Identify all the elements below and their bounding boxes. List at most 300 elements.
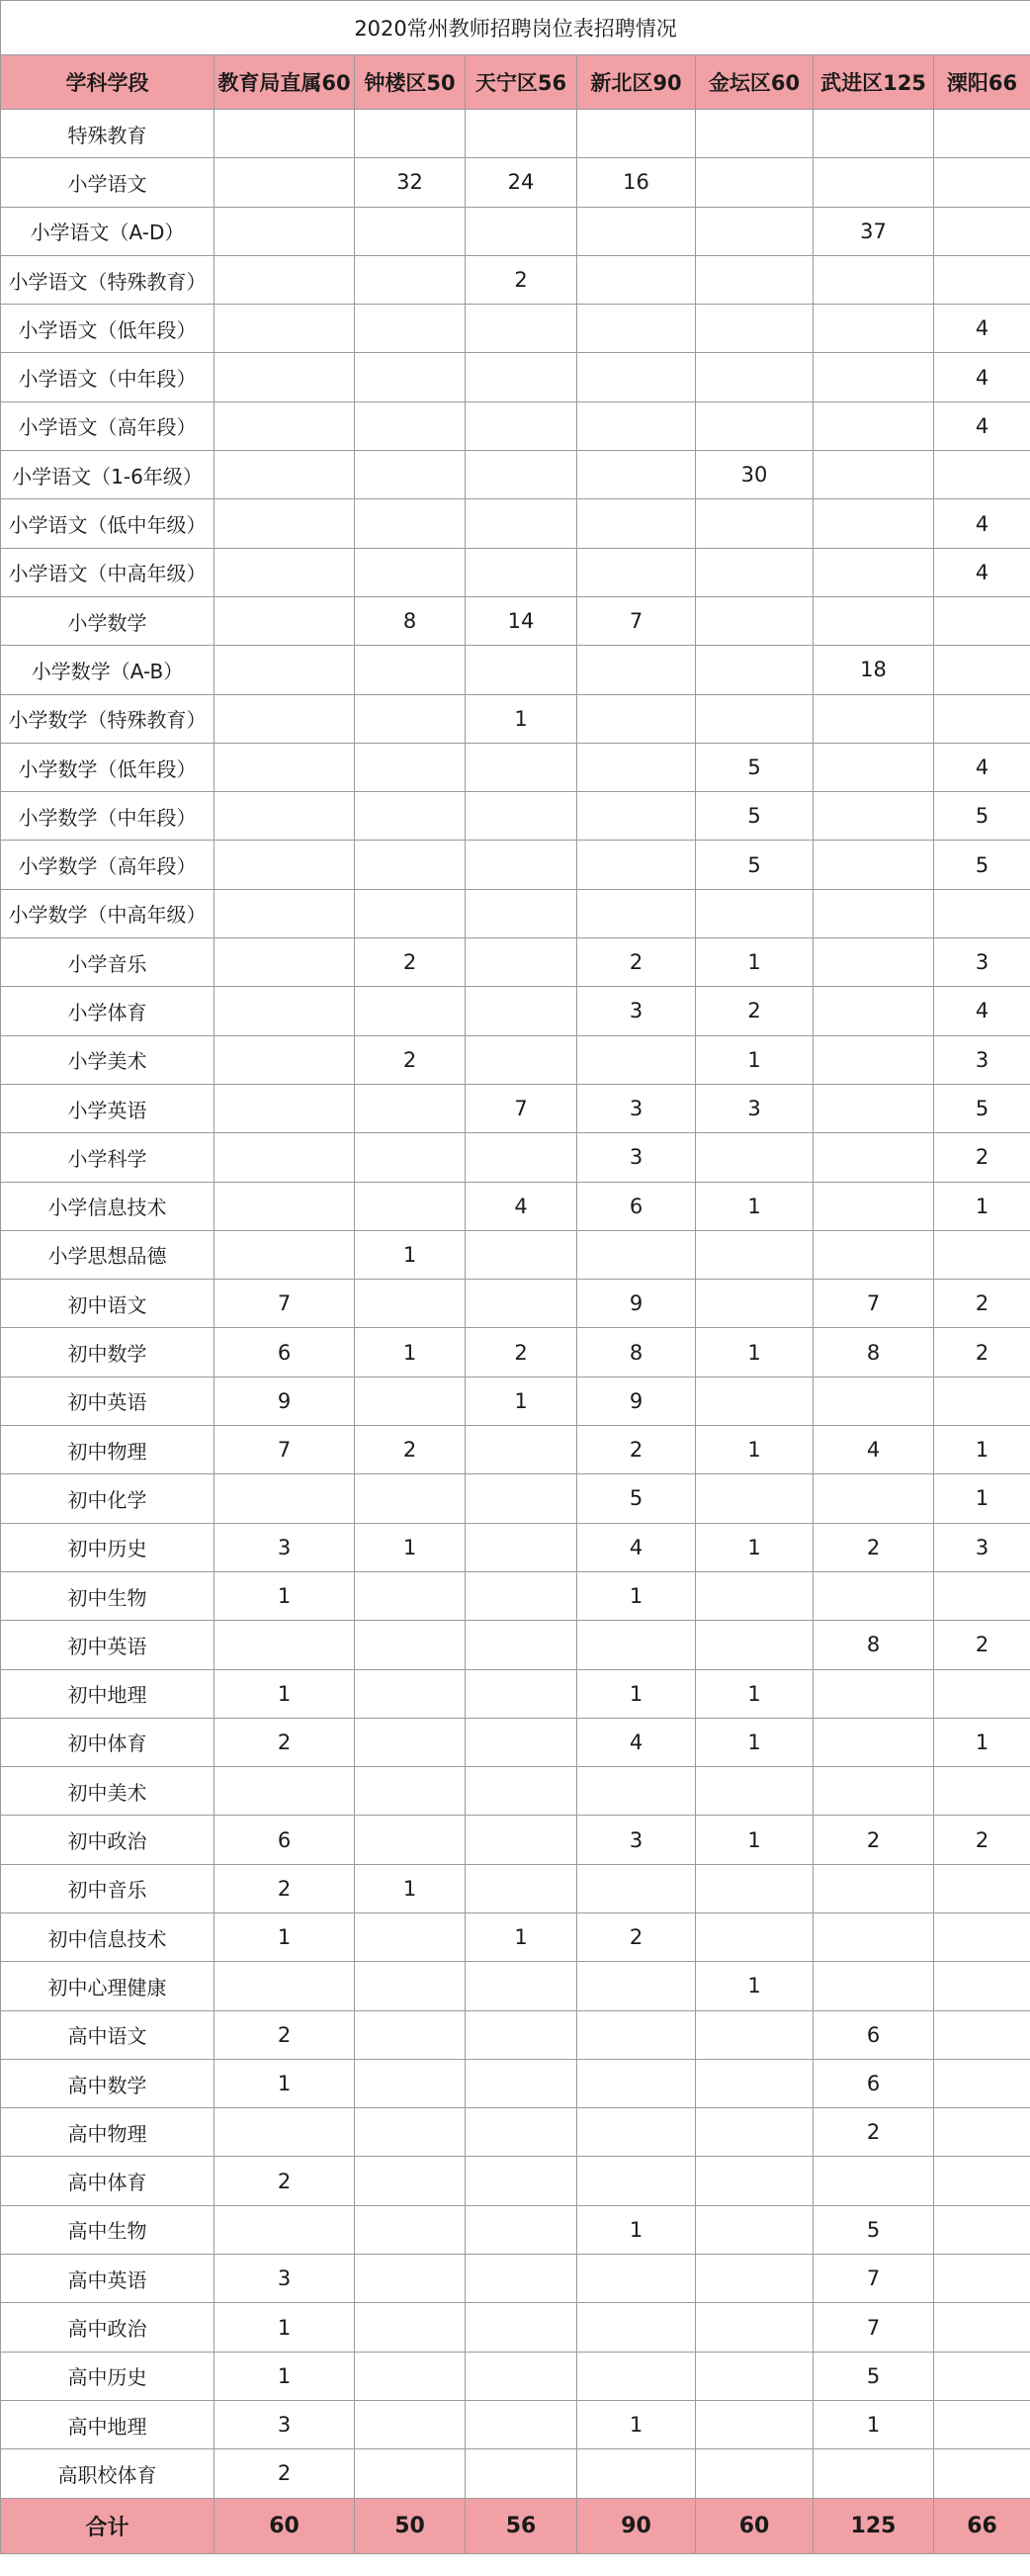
- column-header: 新北区90: [577, 55, 696, 110]
- table-row: [1, 158, 1030, 207]
- count-cell: 7: [215, 1426, 355, 1474]
- table-row: [1, 596, 1030, 645]
- count-cell: [466, 1133, 577, 1182]
- count-cell: [577, 889, 696, 937]
- count-cell: [814, 1912, 934, 1961]
- count-cell: 1: [696, 1426, 814, 1474]
- count-cell: [577, 743, 696, 791]
- count-cell: 1: [215, 2303, 355, 2352]
- count-cell: [814, 158, 934, 207]
- count-cell: [577, 2255, 696, 2303]
- count-cell: 2: [215, 1864, 355, 1912]
- count-cell: [466, 2449, 577, 2498]
- count-cell: 2: [934, 1328, 1030, 1377]
- table-row: [1, 938, 1030, 987]
- count-cell: [814, 743, 934, 791]
- count-cell: [696, 1280, 814, 1328]
- count-cell: [215, 548, 355, 596]
- count-cell: 6: [215, 1816, 355, 1864]
- count-cell: 5: [696, 743, 814, 791]
- count-cell: [577, 110, 696, 158]
- table-row: [1, 255, 1030, 304]
- count-cell: [814, 255, 934, 304]
- count-cell: [696, 207, 814, 255]
- subject-cell: 小学数学（A-B）: [1, 646, 215, 694]
- count-cell: [215, 841, 355, 889]
- count-cell: [355, 1133, 466, 1182]
- subject-cell: 初中地理: [1, 1669, 215, 1718]
- count-cell: [814, 1718, 934, 1766]
- subject-cell: 小学数学（中高年级）: [1, 889, 215, 937]
- count-cell: [696, 2352, 814, 2400]
- count-cell: [577, 1035, 696, 1084]
- table-row: [1, 1816, 1030, 1864]
- count-cell: [355, 1669, 466, 1718]
- count-cell: [355, 1280, 466, 1328]
- count-cell: [934, 2010, 1030, 2059]
- count-cell: [696, 499, 814, 548]
- count-cell: [934, 694, 1030, 743]
- table-row: [1, 1571, 1030, 1620]
- count-cell: [466, 401, 577, 450]
- count-cell: [215, 1474, 355, 1523]
- count-cell: [577, 2449, 696, 2498]
- count-cell: 1: [934, 1182, 1030, 1230]
- count-cell: 1: [355, 1523, 466, 1571]
- subject-cell: 初中英语: [1, 1621, 215, 1669]
- total-cell: 50: [355, 2498, 466, 2553]
- count-cell: 4: [934, 987, 1030, 1035]
- count-cell: 1: [696, 1328, 814, 1377]
- count-cell: [355, 646, 466, 694]
- table-row: [1, 548, 1030, 596]
- count-cell: [934, 158, 1030, 207]
- count-cell: [934, 1377, 1030, 1425]
- subject-cell: 高中历史: [1, 2352, 215, 2400]
- count-cell: 1: [577, 2205, 696, 2254]
- count-cell: [934, 2255, 1030, 2303]
- count-cell: [577, 2059, 696, 2107]
- count-cell: [466, 1230, 577, 1279]
- count-cell: [934, 2157, 1030, 2205]
- count-cell: [814, 694, 934, 743]
- count-cell: [355, 401, 466, 450]
- count-cell: [696, 158, 814, 207]
- count-cell: 7: [814, 2255, 934, 2303]
- count-cell: [814, 1864, 934, 1912]
- count-cell: [466, 889, 577, 937]
- count-cell: [355, 1182, 466, 1230]
- subject-cell: 小学英语: [1, 1084, 215, 1132]
- count-cell: [934, 207, 1030, 255]
- subject-cell: 小学语文（中高年级）: [1, 548, 215, 596]
- count-cell: [696, 2303, 814, 2352]
- subject-cell: 初中语文: [1, 1280, 215, 1328]
- subject-cell: 高中生物: [1, 2205, 215, 2254]
- count-cell: 3: [215, 2400, 355, 2448]
- table-row: [1, 889, 1030, 937]
- column-header: 学科学段: [1, 55, 215, 110]
- table-row: [1, 1328, 1030, 1377]
- count-cell: [696, 110, 814, 158]
- table-row: [1, 1767, 1030, 1816]
- header-row: [1, 55, 1030, 110]
- count-cell: [696, 1571, 814, 1620]
- count-cell: [696, 353, 814, 401]
- table-title: 2020常州教师招聘岗位表招聘情况: [1, 1, 1030, 55]
- count-cell: [577, 841, 696, 889]
- count-cell: [814, 596, 934, 645]
- count-cell: 4: [814, 1426, 934, 1474]
- count-cell: 3: [577, 1816, 696, 1864]
- count-cell: [466, 1816, 577, 1864]
- column-header: 金坛区60: [696, 55, 814, 110]
- count-cell: 1: [577, 1571, 696, 1620]
- table-row: [1, 1230, 1030, 1279]
- count-cell: [696, 2449, 814, 2498]
- count-cell: 9: [215, 1377, 355, 1425]
- count-cell: [466, 1669, 577, 1718]
- subject-cell: 初中历史: [1, 1523, 215, 1571]
- subject-cell: 高中语文: [1, 2010, 215, 2059]
- table-row: [1, 2255, 1030, 2303]
- count-cell: [577, 499, 696, 548]
- count-cell: 1: [215, 2352, 355, 2400]
- table-row: [1, 1669, 1030, 1718]
- subject-cell: 高职校体育: [1, 2449, 215, 2498]
- count-cell: [215, 158, 355, 207]
- count-cell: 5: [814, 2205, 934, 2254]
- subject-cell: 高中政治: [1, 2303, 215, 2352]
- count-cell: [215, 1035, 355, 1084]
- count-cell: 2: [577, 938, 696, 987]
- count-cell: 30: [696, 451, 814, 499]
- count-cell: [215, 401, 355, 450]
- table-row: [1, 1182, 1030, 1230]
- count-cell: [466, 2205, 577, 2254]
- count-cell: [577, 2108, 696, 2157]
- table-row: [1, 2059, 1030, 2107]
- count-cell: 3: [934, 1523, 1030, 1571]
- count-cell: 7: [577, 596, 696, 645]
- count-cell: [355, 1571, 466, 1620]
- table-row: [1, 1084, 1030, 1132]
- count-cell: [466, 743, 577, 791]
- column-header: 武进区125: [814, 55, 934, 110]
- count-cell: [696, 1133, 814, 1182]
- count-cell: 4: [466, 1182, 577, 1230]
- subject-cell: 小学语文（中年段）: [1, 353, 215, 401]
- count-cell: 2: [814, 1523, 934, 1571]
- count-cell: [577, 2303, 696, 2352]
- count-cell: [215, 2108, 355, 2157]
- column-header: 天宁区56: [466, 55, 577, 110]
- table-row: [1, 1426, 1030, 1474]
- subject-cell: 小学信息技术: [1, 1182, 215, 1230]
- count-cell: [577, 1864, 696, 1912]
- count-cell: 2: [696, 987, 814, 1035]
- total-cell: 60: [696, 2498, 814, 2553]
- count-cell: [355, 1621, 466, 1669]
- count-cell: 2: [934, 1133, 1030, 1182]
- count-cell: 2: [814, 1816, 934, 1864]
- count-cell: 4: [934, 305, 1030, 353]
- subject-cell: 小学语文（低年段）: [1, 305, 215, 353]
- subject-cell: 小学数学（中年段）: [1, 792, 215, 841]
- count-cell: [696, 2010, 814, 2059]
- count-cell: [696, 1377, 814, 1425]
- count-cell: 7: [814, 2303, 934, 2352]
- count-cell: [355, 353, 466, 401]
- count-cell: 2: [355, 938, 466, 987]
- count-cell: [696, 2157, 814, 2205]
- count-cell: 3: [577, 987, 696, 1035]
- subject-cell: 小学语文（低中年级）: [1, 499, 215, 548]
- count-cell: 1: [355, 1328, 466, 1377]
- count-cell: [215, 1084, 355, 1132]
- count-cell: 1: [696, 1035, 814, 1084]
- count-cell: [696, 255, 814, 304]
- table-row: [1, 1280, 1030, 1328]
- subject-cell: 小学体育: [1, 987, 215, 1035]
- count-cell: 4: [934, 499, 1030, 548]
- count-cell: [355, 841, 466, 889]
- count-cell: [355, 2400, 466, 2448]
- count-cell: [934, 2303, 1030, 2352]
- count-cell: [577, 401, 696, 450]
- subject-cell: 高中英语: [1, 2255, 215, 2303]
- count-cell: 1: [696, 1816, 814, 1864]
- table-row: [1, 2157, 1030, 2205]
- count-cell: [215, 305, 355, 353]
- count-cell: [466, 1621, 577, 1669]
- count-cell: [696, 2255, 814, 2303]
- total-label: 合计: [1, 2498, 215, 2553]
- count-cell: [215, 1182, 355, 1230]
- count-cell: 5: [934, 841, 1030, 889]
- count-cell: 4: [577, 1718, 696, 1766]
- subject-cell: 小学语文（特殊教育）: [1, 255, 215, 304]
- count-cell: [215, 110, 355, 158]
- count-cell: [577, 1230, 696, 1279]
- count-cell: [466, 938, 577, 987]
- count-cell: [577, 353, 696, 401]
- count-cell: 6: [814, 2010, 934, 2059]
- count-cell: [215, 1962, 355, 2010]
- subject-cell: 初中信息技术: [1, 1912, 215, 1961]
- table-row: [1, 2400, 1030, 2448]
- count-cell: 1: [696, 1523, 814, 1571]
- count-cell: [466, 1474, 577, 1523]
- count-cell: [814, 548, 934, 596]
- count-cell: [215, 889, 355, 937]
- count-cell: [466, 499, 577, 548]
- count-cell: [466, 548, 577, 596]
- count-cell: [577, 694, 696, 743]
- table-row: [1, 2108, 1030, 2157]
- count-cell: 2: [577, 1426, 696, 1474]
- count-cell: [215, 2205, 355, 2254]
- total-cell: 60: [215, 2498, 355, 2553]
- table-row: [1, 1035, 1030, 1084]
- count-cell: 2: [466, 1328, 577, 1377]
- count-cell: 5: [934, 1084, 1030, 1132]
- count-cell: 3: [934, 938, 1030, 987]
- count-cell: [577, 207, 696, 255]
- count-cell: [814, 1767, 934, 1816]
- count-cell: [466, 1280, 577, 1328]
- count-cell: [466, 1864, 577, 1912]
- count-cell: [934, 1864, 1030, 1912]
- table-row: [1, 207, 1030, 255]
- count-cell: [934, 2108, 1030, 2157]
- count-cell: [696, 548, 814, 596]
- count-cell: [466, 1571, 577, 1620]
- count-cell: 37: [814, 207, 934, 255]
- count-cell: [934, 1962, 1030, 2010]
- subject-cell: 初中数学: [1, 1328, 215, 1377]
- count-cell: 1: [215, 1571, 355, 1620]
- count-cell: [696, 2400, 814, 2448]
- count-cell: [215, 1230, 355, 1279]
- count-cell: [814, 1230, 934, 1279]
- count-cell: 2: [215, 1718, 355, 1766]
- count-cell: 4: [934, 401, 1030, 450]
- total-cell: 66: [934, 2498, 1030, 2553]
- count-cell: [466, 353, 577, 401]
- subject-cell: 小学语文（A-D）: [1, 207, 215, 255]
- count-cell: 4: [934, 743, 1030, 791]
- count-cell: [577, 646, 696, 694]
- count-cell: [215, 499, 355, 548]
- count-cell: 2: [215, 2449, 355, 2498]
- count-cell: 24: [466, 158, 577, 207]
- subject-cell: 初中美术: [1, 1767, 215, 1816]
- count-cell: [696, 2059, 814, 2107]
- count-cell: 18: [814, 646, 934, 694]
- count-cell: [215, 1133, 355, 1182]
- count-cell: 3: [215, 2255, 355, 2303]
- count-cell: 5: [696, 792, 814, 841]
- count-cell: [355, 792, 466, 841]
- count-cell: [355, 110, 466, 158]
- count-cell: [934, 255, 1030, 304]
- count-cell: [814, 889, 934, 937]
- count-cell: 14: [466, 596, 577, 645]
- count-cell: [355, 1816, 466, 1864]
- subject-cell: 初中生物: [1, 1571, 215, 1620]
- count-cell: [934, 110, 1030, 158]
- total-cell: 125: [814, 2498, 934, 2553]
- count-cell: [355, 889, 466, 937]
- count-cell: [215, 353, 355, 401]
- count-cell: [355, 2352, 466, 2400]
- column-header: 溧阳66: [934, 55, 1030, 110]
- count-cell: [466, 2059, 577, 2107]
- count-cell: [355, 548, 466, 596]
- column-header: 教育局直属60: [215, 55, 355, 110]
- count-cell: [696, 1864, 814, 1912]
- count-cell: [696, 305, 814, 353]
- count-cell: 2: [215, 2157, 355, 2205]
- subject-cell: 初中英语: [1, 1377, 215, 1425]
- count-cell: 1: [466, 694, 577, 743]
- count-cell: [577, 305, 696, 353]
- table-row: [1, 1864, 1030, 1912]
- subject-cell: 初中音乐: [1, 1864, 215, 1912]
- count-cell: [934, 451, 1030, 499]
- count-cell: [355, 451, 466, 499]
- count-cell: 1: [577, 2400, 696, 2448]
- count-cell: [355, 2205, 466, 2254]
- count-cell: [355, 2108, 466, 2157]
- table-row: [1, 1962, 1030, 2010]
- count-cell: [215, 1621, 355, 1669]
- count-cell: [215, 987, 355, 1035]
- count-cell: [215, 207, 355, 255]
- table-row: [1, 1474, 1030, 1523]
- table-row: [1, 646, 1030, 694]
- count-cell: 2: [215, 2010, 355, 2059]
- count-cell: 8: [577, 1328, 696, 1377]
- count-cell: [355, 1962, 466, 2010]
- count-cell: 2: [814, 2108, 934, 2157]
- count-cell: [466, 1718, 577, 1766]
- count-cell: [355, 2157, 466, 2205]
- count-cell: 2: [934, 1816, 1030, 1864]
- count-cell: 1: [577, 1669, 696, 1718]
- title-row: [1, 1, 1030, 55]
- count-cell: 6: [577, 1182, 696, 1230]
- count-cell: [466, 2255, 577, 2303]
- count-cell: [577, 548, 696, 596]
- table-row: [1, 2205, 1030, 2254]
- count-cell: [696, 596, 814, 645]
- subject-cell: 小学思想品德: [1, 1230, 215, 1279]
- count-cell: [355, 2059, 466, 2107]
- count-cell: 7: [466, 1084, 577, 1132]
- total-row: [1, 2498, 1030, 2553]
- table-row: [1, 694, 1030, 743]
- subject-cell: 初中政治: [1, 1816, 215, 1864]
- count-cell: 9: [577, 1377, 696, 1425]
- count-cell: [934, 646, 1030, 694]
- count-cell: 1: [466, 1377, 577, 1425]
- count-cell: 3: [934, 1035, 1030, 1084]
- count-cell: 7: [814, 1280, 934, 1328]
- table-row: [1, 451, 1030, 499]
- count-cell: 1: [696, 938, 814, 987]
- count-cell: 3: [696, 1084, 814, 1132]
- count-cell: 32: [355, 158, 466, 207]
- count-cell: [466, 1523, 577, 1571]
- count-cell: 5: [577, 1474, 696, 1523]
- count-cell: [934, 2205, 1030, 2254]
- count-cell: 1: [934, 1474, 1030, 1523]
- subject-cell: 小学语文（高年段）: [1, 401, 215, 450]
- count-cell: [934, 2400, 1030, 2448]
- count-cell: [814, 401, 934, 450]
- count-cell: [696, 889, 814, 937]
- count-cell: [355, 305, 466, 353]
- count-cell: [215, 596, 355, 645]
- count-cell: 1: [696, 1669, 814, 1718]
- count-cell: [577, 792, 696, 841]
- table-row: [1, 499, 1030, 548]
- count-cell: [696, 1767, 814, 1816]
- subject-cell: 小学数学: [1, 596, 215, 645]
- count-cell: [934, 1767, 1030, 1816]
